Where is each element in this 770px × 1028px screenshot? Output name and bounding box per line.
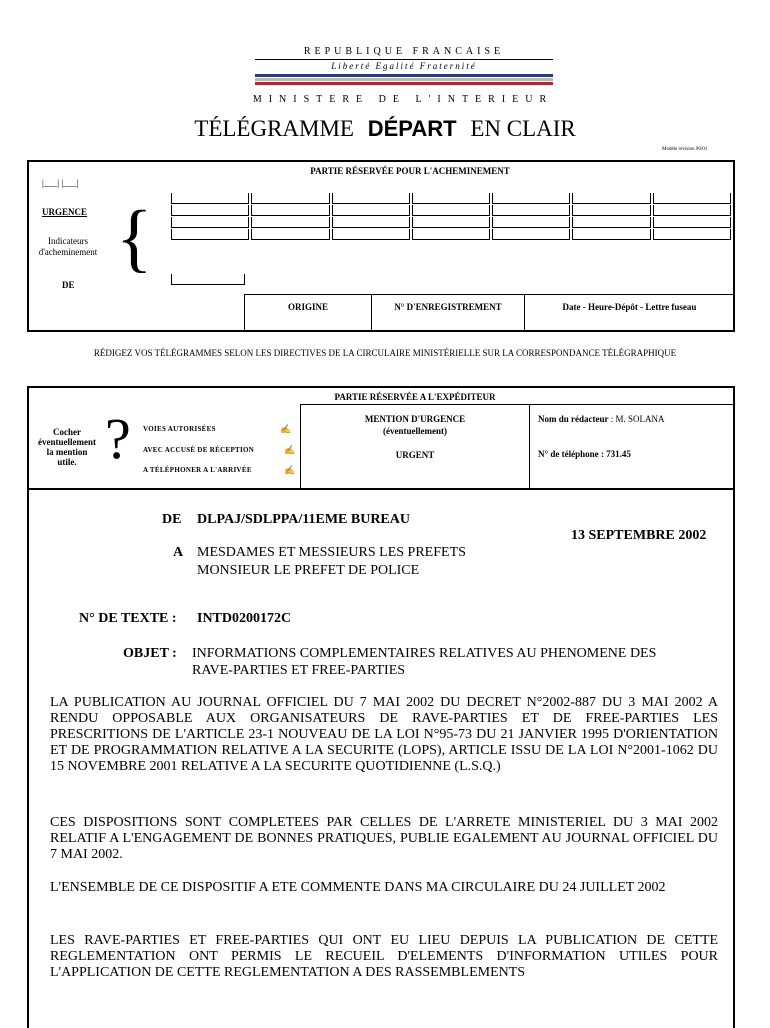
flag-stripe-red (255, 82, 553, 85)
pencil-icon: ✍ (280, 424, 292, 434)
title-depart: DÉPART (367, 116, 457, 141)
slot-field[interactable] (653, 193, 731, 204)
slot-field[interactable] (171, 205, 249, 216)
slot-field[interactable] (412, 193, 490, 204)
texte-value: INTD0200172C (197, 611, 292, 626)
title-telegramme: TÉLÉGRAMME (194, 116, 354, 141)
option-telephoner-arrivee[interactable]: A TÉLÉPHONER A L'ARRIVÉE (143, 466, 252, 474)
telephone-label: N° de téléphone : (538, 449, 604, 459)
slot-field[interactable] (653, 205, 731, 216)
objet-line2: RAVE-PARTIES ET FREE-PARTIES (192, 663, 406, 678)
slot-row (171, 205, 731, 217)
option-accuse-reception[interactable]: AVEC ACCUSÉ DE RÉCEPTION (143, 446, 255, 454)
slot-field[interactable] (171, 193, 249, 204)
message-de-value: DLPAJ/SDLPPA/11EME BUREAU (197, 512, 410, 527)
slot-row (171, 193, 731, 205)
redacteur-label: Nom du rédacteur (538, 414, 609, 424)
flag-stripe-grey (255, 78, 553, 81)
slot-field[interactable] (251, 193, 329, 204)
slot-field[interactable] (171, 217, 249, 228)
body-paragraph: LES RAVE-PARTIES ET FREE-PARTIES QUI ONT EU LIEU DEPUIS LA PUBLICATION DE CETTE REGLEMENTATION ONT PERMIS LE RECUEIL D'ELEMENTS D'INFORMATION UTILES POUR L'APPLICATION DE CETTE REGLEMENTATION A DES RASSEMBLEMENTS (50, 933, 718, 980)
redacteur-value: : M. SOLANA (610, 414, 665, 424)
slot-field[interactable] (653, 229, 731, 240)
message-de-label: DE (162, 512, 182, 527)
message-date: 13 SEPTEMBRE 2002 (571, 528, 707, 543)
header-rule (255, 59, 553, 60)
modele-revision: Modèle révision 96/01 (662, 147, 708, 152)
slot-field[interactable] (251, 217, 329, 228)
title-en-clair: EN CLAIR (470, 116, 576, 141)
objet-label: OBJET : (123, 646, 177, 661)
body-paragraph: L'ENSEMBLE DE CE DISPOSITIF A ETE COMMENTE DANS MA CIRCULAIRE DU 24 JUILLET 2002 (50, 880, 666, 895)
cocher-line4: utile. (57, 457, 77, 467)
slot-field[interactable] (332, 217, 410, 228)
slot-field[interactable] (332, 229, 410, 240)
curly-brace-icon: { (116, 196, 153, 280)
indicator-slots (171, 193, 731, 241)
slot-field[interactable] (572, 229, 650, 240)
pencil-icon: ✍ (284, 465, 296, 475)
slot-field[interactable] (171, 229, 249, 240)
slot-field[interactable] (412, 205, 490, 216)
mention-line1: MENTION D'URGENCE (364, 414, 466, 424)
slot-field[interactable] (412, 217, 490, 228)
mention-urgence (340, 413, 490, 461)
expediteur-divider (529, 404, 530, 488)
recipient-line2: MONSIEUR LE PREFET DE POLICE (197, 563, 420, 578)
objet-line1: INFORMATIONS COMPLEMENTAIRES RELATIVES AU PHENOMENE DES (192, 646, 657, 661)
recipient-line1: MESDAMES ET MESSIEURS LES PREFETS (197, 545, 466, 560)
option-voies-autorisees[interactable]: VOIES AUTORISÉES (143, 425, 216, 433)
slot-field[interactable] (251, 205, 329, 216)
slot-field[interactable] (572, 193, 650, 204)
urgence-label: URGENCE (42, 207, 88, 217)
message-a-label: A (173, 545, 184, 560)
date-depot-cell: Date - Heure-Dépôt - Lettre fuseau (562, 302, 697, 312)
de-label: DE (62, 280, 75, 290)
flag-stripe-blue (255, 74, 553, 77)
ministere-label: MINISTERE DE L'INTERIEUR (252, 94, 554, 105)
slot-row (171, 217, 731, 229)
slot-field[interactable] (251, 229, 329, 240)
republique-francaise: REPUBLIQUE FRANCAISE (303, 46, 505, 57)
cocher-line2: éventuellement (38, 437, 96, 447)
slot-field[interactable] (572, 205, 650, 216)
texte-label: N° DE TEXTE : (79, 611, 177, 626)
indicateurs-label (28, 236, 108, 258)
acheminement-bottom-row (244, 294, 735, 332)
telephone-value: 731.45 (606, 449, 631, 459)
telephone-field (538, 449, 631, 459)
slot-field[interactable] (653, 217, 731, 228)
enregistrement-cell: N° D'ENREGISTREMENT (372, 295, 525, 332)
body-paragraph: LA PUBLICATION AU JOURNAL OFFICIEL DU 7 MAI 2002 DU DECRET N°2002-887 DU 3 MAI 2002 A RENDU OPPOSABLE AUX ORGANISATEURS DE RAVE-PARTIES ET DE FREE-PARTIES LES PRESCRITIONS DE L'ARTICLE 23-1 NOUVEAU DE LA LOI N°95-73 DU 21 JANVIER 1995 D'ORIENTATION ET DE PROGRAMMATION RELATIVE A LA SECURITE (LOPS), ARTICLE ISSU DE LA LOI N°2001-1062 DU 15 NOVEMBRE 2001 RELATIVE A LA SECURITE QUOTIDIENNE (L.S.Q.) (50, 695, 718, 774)
question-mark-icon: ? (105, 406, 131, 471)
motto: Liberté Egalité Fraternité (331, 61, 477, 71)
small-slots: |___| |___| (42, 178, 79, 188)
indicateurs-line2: d'acheminement (38, 247, 98, 257)
slot-field[interactable] (332, 205, 410, 216)
expediteur-title: PARTIE RÉSERVÉE A L'EXPÉDITEUR (334, 392, 496, 402)
acheminement-title: PARTIE RÉSERVÉE POUR L'ACHEMINEMENT (310, 166, 510, 176)
pencil-icon: ✍ (284, 445, 296, 455)
expediteur-divider (300, 404, 301, 488)
slot-field[interactable] (492, 205, 570, 216)
cocher-line3: la mention (46, 447, 88, 457)
instructions-text: RÉDIGEZ VOS TÉLÉGRAMMES SELON LES DIRECTIVES DE LA CIRCULAIRE MINISTÉRIELLE SUR LA CORRESPONDANCE TÉLÉGRAPHIQUE (93, 348, 677, 358)
slot-field[interactable] (412, 229, 490, 240)
expediteur-title-rule (300, 404, 733, 405)
de-slot-field[interactable] (171, 274, 245, 285)
slot-field[interactable] (332, 193, 410, 204)
slot-field[interactable] (492, 217, 570, 228)
slot-field[interactable] (492, 229, 570, 240)
slot-row (171, 229, 731, 241)
mention-line2: (éventuellement) (383, 426, 447, 436)
origine-cell: ORIGINE (245, 295, 372, 332)
slot-field[interactable] (572, 217, 650, 228)
indicateurs-line1: Indicateurs (48, 236, 88, 246)
redacteur-field (538, 414, 665, 424)
cocher-line1: Cocher (53, 427, 81, 437)
slot-field[interactable] (492, 193, 570, 204)
cocher-label (29, 427, 105, 467)
mention-value: URGENT (395, 450, 435, 460)
telegram-title (150, 116, 620, 142)
body-paragraph: CES DISPOSITIONS SONT COMPLETEES PAR CELLES DE L'ARRETE MINISTERIEL DU 3 MAI 2002 RELATIF A L'ENGAGEMENT DE BONNES PRATIQUES, PUBLIE EGALEMENT AU JOURNAL OFFICIEL DU 7 MAI 2002. (50, 815, 718, 862)
